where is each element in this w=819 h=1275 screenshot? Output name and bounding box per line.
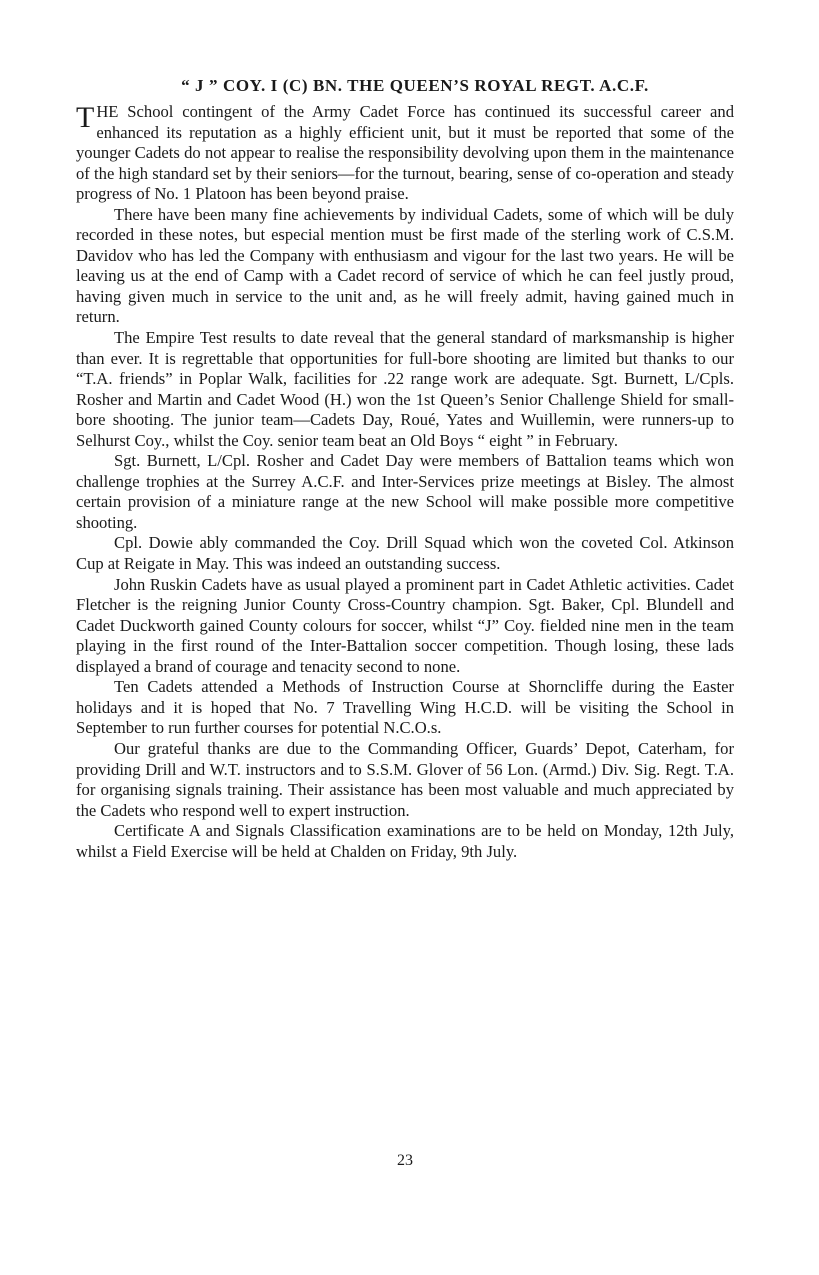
paragraph-4: Sgt. Burnett, L/Cpl. Rosher and Cadet Day were members of Battalion teams which won challenge trophies at the Surrey A.C.F. and Inter-Services prize meetings at Bisley. The almost certain provision of a miniature range at the new School will make possible more competitive shooting.	[76, 451, 734, 532]
paragraph-8: Our grateful thanks are due to the Commanding Officer, Guards’ Depot, Caterham, for providing Drill and W.T. instructors and to S.S.M. Glover of 56 Lon. (Armd.) Div. Sig. Regt. T.A. for organising signals training. Their assistance has been most valuable and much appreciated by the Cadets who respond well to expert instruction.	[76, 738, 734, 820]
drop-cap: T	[76, 101, 95, 134]
paragraph-7: Ten Cadets attended a Methods of Instruction Course at Shorncliffe during the Easter holidays and it is hoped that No. 7 Travelling Wing H.C.D. will be visiting the School in September to run further courses for potential N.C.O.s.	[76, 677, 734, 738]
paragraph-6: John Ruskin Cadets have as usual played a prominent part in Cadet Athletic activities. Cadet Fletcher is the reigning Junior County Cross-Country champion. Sgt. Baker, Cpl. Blundell and Cadet Duckworth gained County colours for soccer, whilst “J” Coy. fielded nine men in the team playing in the first round of the Inter-Battalion soccer competition. Though losing, these lads displayed a brand of courage and tenacity second to none.	[76, 574, 734, 676]
paragraph-1	[76, 102, 734, 205]
paragraph-5: Cpl. Dowie ably commanded the Coy. Drill Squad which won the coveted Col. Atkinson Cup at Reigate in May. This was indeed an outstanding success.	[76, 533, 734, 574]
page-number: 23	[397, 1152, 413, 1169]
paragraph-9: Certificate A and Signals Classification examinations are to be held on Monday, 12th July, whilst a Field Exercise will be held at Chalden on Friday, 9th July.	[76, 821, 734, 861]
paragraph-2: There have been many fine achievements by individual Cadets, some of which will be duly recorded in these notes, but especial mention must be first made of the sterling work of C.S.M. Davidov who has led the Company with enthusiasm and vigour for the last two years. He will be leaving us at the end of Camp with a Cadet record of service of which he can feel justly proud, having given much in service to the unit and, as he will freely admit, having gained much in return.	[76, 204, 734, 327]
page	[76, 76, 734, 1169]
paragraph-3: The Empire Test results to date reveal that the general standard of marksmanship is higher than ever. It is regrettable that opportunities for full-bore shooting are limited but thanks to our “T.A. friends” in Poplar Walk, facilities for .22 range work are adequate. Sgt. Burnett, L/Cpls. Rosher and Martin and Cadet Wood (H.) won the 1st Queen’s Senior Challenge Shield for small-bore shooting. The junior team—Cadets Day, Roué, Yates and Wuillemin, were runners-up to Selhurst Coy., whilst the Coy. senior team beat an Old Boys “ eight ” in February.	[76, 328, 734, 450]
paragraph-1-text: HE School contingent of the Army Cadet Force has continued its successful career and enhanced its reputation as a highly efficient unit, but it must be reported that some of the younger Cadets do not appear to realise the responsibility devolving upon them in the maintenance of the high standard set by their seniors—for the turnout, bearing, sense of co-operation and steady progress of No. 1 Platoon has been beyond praise.	[76, 102, 734, 204]
section-heading: “ J ” COY. I (C) BN. THE QUEEN’S ROYAL REGT. A.C.F.	[181, 76, 649, 95]
article-body	[76, 102, 734, 862]
